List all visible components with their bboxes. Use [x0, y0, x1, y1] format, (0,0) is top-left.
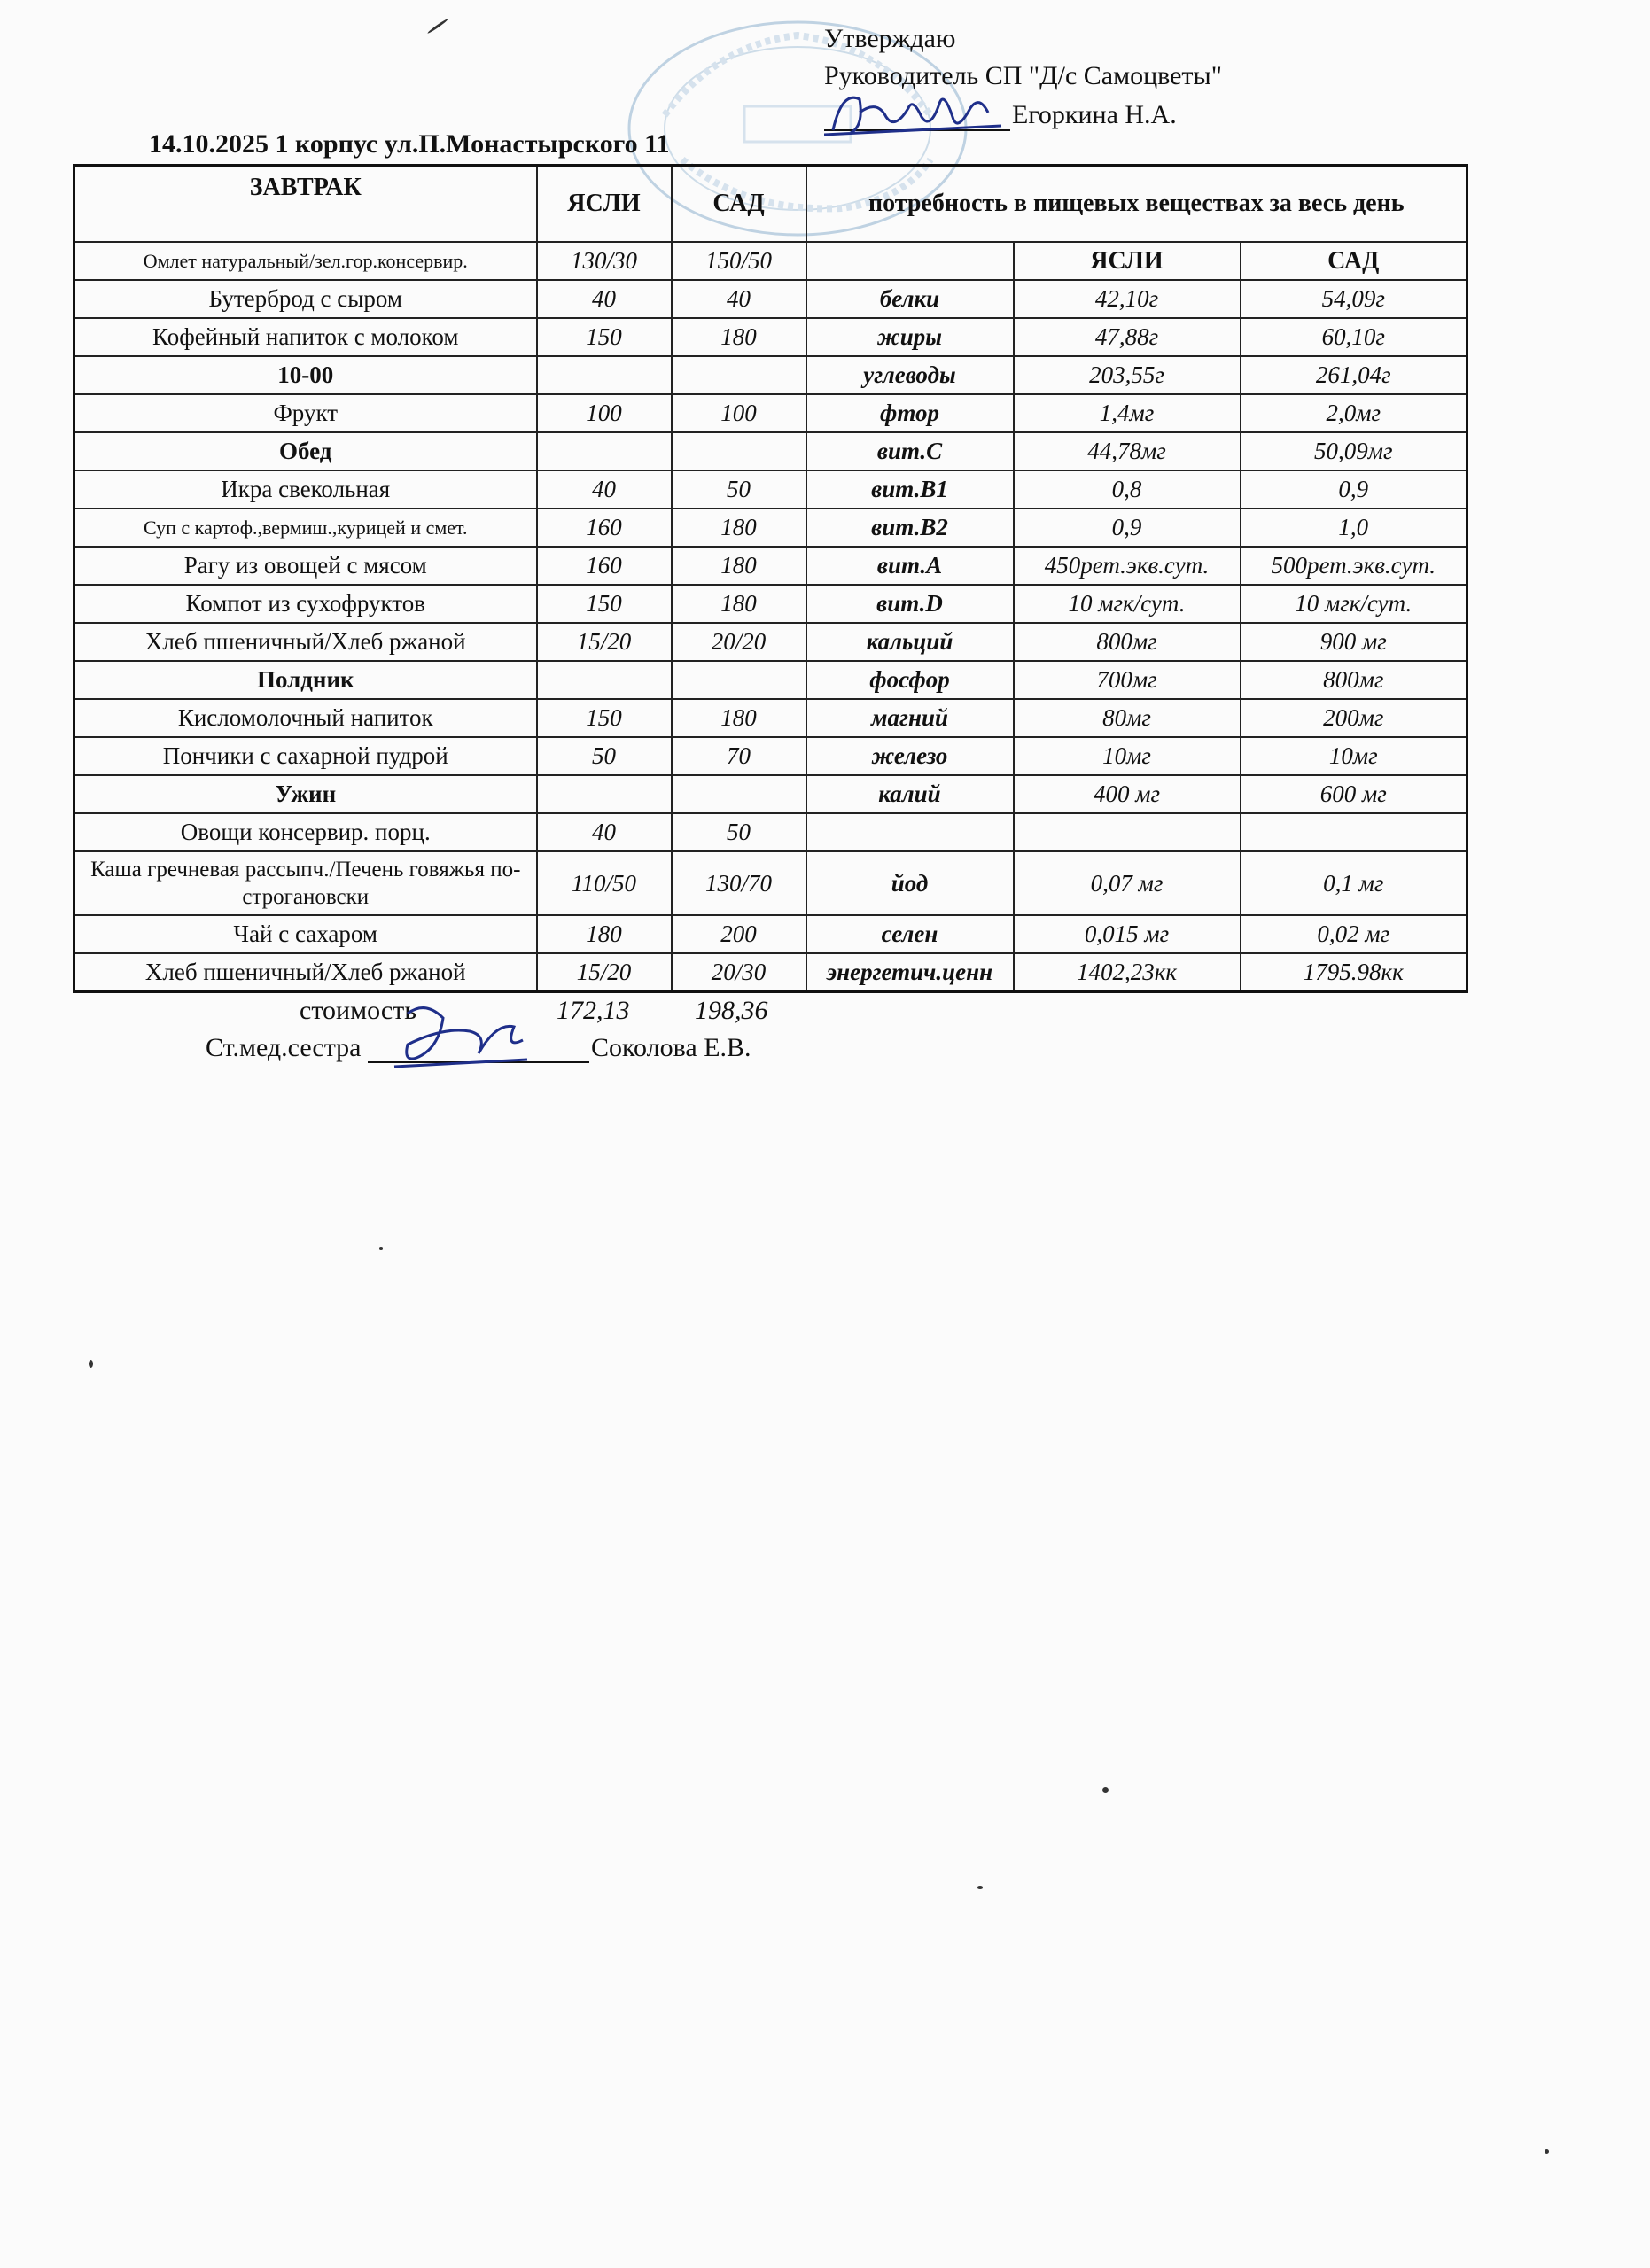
portion-sad: 180: [672, 699, 806, 737]
portion-yasli: 40: [537, 813, 672, 851]
approval-position: Руководитель СП "Д/с Самоцветы": [824, 61, 1222, 90]
table-row: [74, 953, 1467, 992]
nutrient-sad: 600 мг: [1241, 775, 1467, 813]
portion-yasli: 150: [537, 318, 672, 356]
portion-sad: [672, 356, 806, 394]
dish-name: Бутерброд с сыром: [74, 280, 537, 318]
nutrient-name: селен: [806, 915, 1014, 953]
nutrient-yasli: 800мг: [1014, 623, 1241, 661]
nutrient-yasli: ЯСЛИ: [1014, 242, 1241, 280]
table-row: [74, 775, 1467, 813]
portion-yasli: 110/50: [537, 851, 672, 915]
table-row: [74, 851, 1467, 915]
nutrient-yasli: 0,015 мг: [1014, 915, 1241, 953]
portion-yasli: [537, 775, 672, 813]
nutrient-yasli: 0,07 мг: [1014, 851, 1241, 915]
nutrient-yasli: 203,55г: [1014, 356, 1241, 394]
nutrient-name: вит.D: [806, 585, 1014, 623]
dish-name: Чай с сахаром: [74, 915, 537, 953]
cost-sad: 198,36: [695, 996, 768, 1025]
dish-name: 10-00: [74, 356, 537, 394]
dish-name: Пончики с сахарной пудрой: [74, 737, 537, 775]
nutrient-sad: 50,09мг: [1241, 432, 1467, 470]
nutrient-sad: 800мг: [1241, 661, 1467, 699]
cost-yasli: 172,13: [556, 996, 630, 1025]
portion-sad: 180: [672, 318, 806, 356]
portion-yasli: 100: [537, 394, 672, 432]
dish-name: Кофейный напиток с молоком: [74, 318, 537, 356]
dish-name: Ужин: [74, 775, 537, 813]
nutrient-name: калий: [806, 775, 1014, 813]
nutrient-name: фосфор: [806, 661, 1014, 699]
portion-yasli: 50: [537, 737, 672, 775]
nutrient-name: йод: [806, 851, 1014, 915]
nutrient-name: жиры: [806, 318, 1014, 356]
portion-sad: 180: [672, 585, 806, 623]
table-row: [74, 509, 1467, 547]
nutrient-sad: 60,10г: [1241, 318, 1467, 356]
table-row: [74, 661, 1467, 699]
portion-sad: [672, 432, 806, 470]
nutrient-name: белки: [806, 280, 1014, 318]
portion-yasli: [537, 661, 672, 699]
nutrient-yasli: 10 мгк/сут.: [1014, 585, 1241, 623]
table-row: [74, 432, 1467, 470]
table-row: [74, 280, 1467, 318]
nutrient-name: [806, 813, 1014, 851]
header-yasli: ЯСЛИ: [537, 166, 672, 243]
portion-sad: 130/70: [672, 851, 806, 915]
dish-name: Обед: [74, 432, 537, 470]
nutrient-yasli: [1014, 813, 1241, 851]
dish-name: Хлеб пшеничный/Хлеб ржаной: [74, 623, 537, 661]
portion-sad: 180: [672, 509, 806, 547]
scan-speck: [1545, 2149, 1549, 2154]
dish-name: Фрукт: [74, 394, 537, 432]
table-row: [74, 470, 1467, 509]
nutrient-sad: 900 мг: [1241, 623, 1467, 661]
nutrient-sad: САД: [1241, 242, 1467, 280]
nutrient-sad: 261,04г: [1241, 356, 1467, 394]
scan-speck: [89, 1360, 93, 1368]
scan-speck: [977, 1886, 983, 1889]
nutrient-yasli: 1402,23кк: [1014, 953, 1241, 992]
menu-table: [73, 164, 1468, 993]
portion-sad: [672, 661, 806, 699]
portion-sad: 50: [672, 813, 806, 851]
portion-yasli: 15/20: [537, 953, 672, 992]
nurse-name: Соколова Е.В.: [591, 1033, 751, 1062]
table-row: [74, 813, 1467, 851]
nutrient-yasli: 0,8: [1014, 470, 1241, 509]
nutrient-name: кальций: [806, 623, 1014, 661]
header-needs: потребность в пищевых веществах за весь день: [806, 166, 1467, 243]
dish-name: Суп с картоф.,вермиш.,курицей и смет.: [74, 509, 537, 547]
nutrient-yasli: 700мг: [1014, 661, 1241, 699]
portion-sad: 50: [672, 470, 806, 509]
nutrient-name: энергетич.ценн: [806, 953, 1014, 992]
portion-sad: 40: [672, 280, 806, 318]
nutrient-sad: 1,0: [1241, 509, 1467, 547]
nutrient-name: вит.В2: [806, 509, 1014, 547]
portion-sad: 180: [672, 547, 806, 585]
table-row: [74, 547, 1467, 585]
table-row: [74, 242, 1467, 280]
nutrient-name: вит.В1: [806, 470, 1014, 509]
scan-speck: [427, 18, 449, 35]
table-row: [74, 394, 1467, 432]
portion-yasli: 160: [537, 547, 672, 585]
portion-yasli: [537, 356, 672, 394]
director-signature: [824, 82, 1010, 144]
scan-speck: [1102, 1787, 1109, 1793]
dish-name: Компот из сухофруктов: [74, 585, 537, 623]
approval-signer: Егоркина Н.А.: [1012, 100, 1177, 129]
nurse-signature: [390, 996, 532, 1076]
dish-name: Омлет натуральный/зел.гор.консервир.: [74, 242, 537, 280]
nutrient-sad: 500рет.экв.сут.: [1241, 547, 1467, 585]
portion-yasli: 15/20: [537, 623, 672, 661]
nutrient-sad: 0,1 мг: [1241, 851, 1467, 915]
nutrient-sad: 0,02 мг: [1241, 915, 1467, 953]
nutrient-yasli: 80мг: [1014, 699, 1241, 737]
nutrient-name: вит.С: [806, 432, 1014, 470]
portion-sad: 20/30: [672, 953, 806, 992]
table-row: [74, 915, 1467, 953]
nutrient-yasli: 42,10г: [1014, 280, 1241, 318]
nutrient-yasli: 1,4мг: [1014, 394, 1241, 432]
portion-yasli: 130/30: [537, 242, 672, 280]
table-row: [74, 356, 1467, 394]
portion-sad: 70: [672, 737, 806, 775]
table-row: [74, 737, 1467, 775]
portion-sad: 200: [672, 915, 806, 953]
table-row: [74, 585, 1467, 623]
nutrient-sad: 54,09г: [1241, 280, 1467, 318]
table-row: [74, 318, 1467, 356]
table-header-row: [74, 166, 1467, 243]
table-row: [74, 623, 1467, 661]
portion-yasli: 180: [537, 915, 672, 953]
portion-yasli: 40: [537, 470, 672, 509]
nutrient-sad: 200мг: [1241, 699, 1467, 737]
nutrient-name: углеводы: [806, 356, 1014, 394]
portion-sad: 150/50: [672, 242, 806, 280]
nutrient-sad: 10мг: [1241, 737, 1467, 775]
nutrient-name: магний: [806, 699, 1014, 737]
nutrient-name: железо: [806, 737, 1014, 775]
cost-label: стоимость: [300, 996, 416, 1025]
nutrient-name: [806, 242, 1014, 280]
header-sad: САД: [672, 166, 806, 243]
dish-name: Рагу из овощей с мясом: [74, 547, 537, 585]
portion-yasli: [537, 432, 672, 470]
nutrient-sad: 2,0мг: [1241, 394, 1467, 432]
nutrient-yasli: 44,78мг: [1014, 432, 1241, 470]
portion-yasli: 150: [537, 699, 672, 737]
approval-heading: Утверждаю: [824, 24, 956, 53]
dish-name: Хлеб пшеничный/Хлеб ржаной: [74, 953, 537, 992]
header-breakfast: ЗАВТРАК: [74, 166, 537, 243]
nutrient-name: вит.А: [806, 547, 1014, 585]
nutrient-sad: 10 мгк/сут.: [1241, 585, 1467, 623]
portion-yasli: 40: [537, 280, 672, 318]
dish-name: Овощи консервир. порц.: [74, 813, 537, 851]
nutrient-sad: 0,9: [1241, 470, 1467, 509]
portion-yasli: 160: [537, 509, 672, 547]
nutrient-yasli: 450рет.экв.сут.: [1014, 547, 1241, 585]
dish-name: Икра свекольная: [74, 470, 537, 509]
nutrient-yasli: 0,9: [1014, 509, 1241, 547]
scan-speck: [379, 1247, 383, 1250]
nurse-title: Ст.мед.сестра: [206, 1033, 362, 1062]
nutrient-yasli: 400 мг: [1014, 775, 1241, 813]
portion-yasli: 150: [537, 585, 672, 623]
document-title: 14.10.2025 1 корпус ул.П.Монастырского 11: [149, 129, 670, 159]
dish-name: Полдник: [74, 661, 537, 699]
table-row: [74, 699, 1467, 737]
nutrient-yasli: 10мг: [1014, 737, 1241, 775]
dish-name: Каша гречневая рассыпч./Печень говяжья по-строгановски: [74, 851, 537, 915]
portion-sad: 20/20: [672, 623, 806, 661]
nutrient-sad: [1241, 813, 1467, 851]
nutrient-yasli: 47,88г: [1014, 318, 1241, 356]
portion-sad: 100: [672, 394, 806, 432]
dish-name: Кисломолочный напиток: [74, 699, 537, 737]
nutrient-name: фтор: [806, 394, 1014, 432]
nutrient-sad: 1795.98кк: [1241, 953, 1467, 992]
portion-sad: [672, 775, 806, 813]
